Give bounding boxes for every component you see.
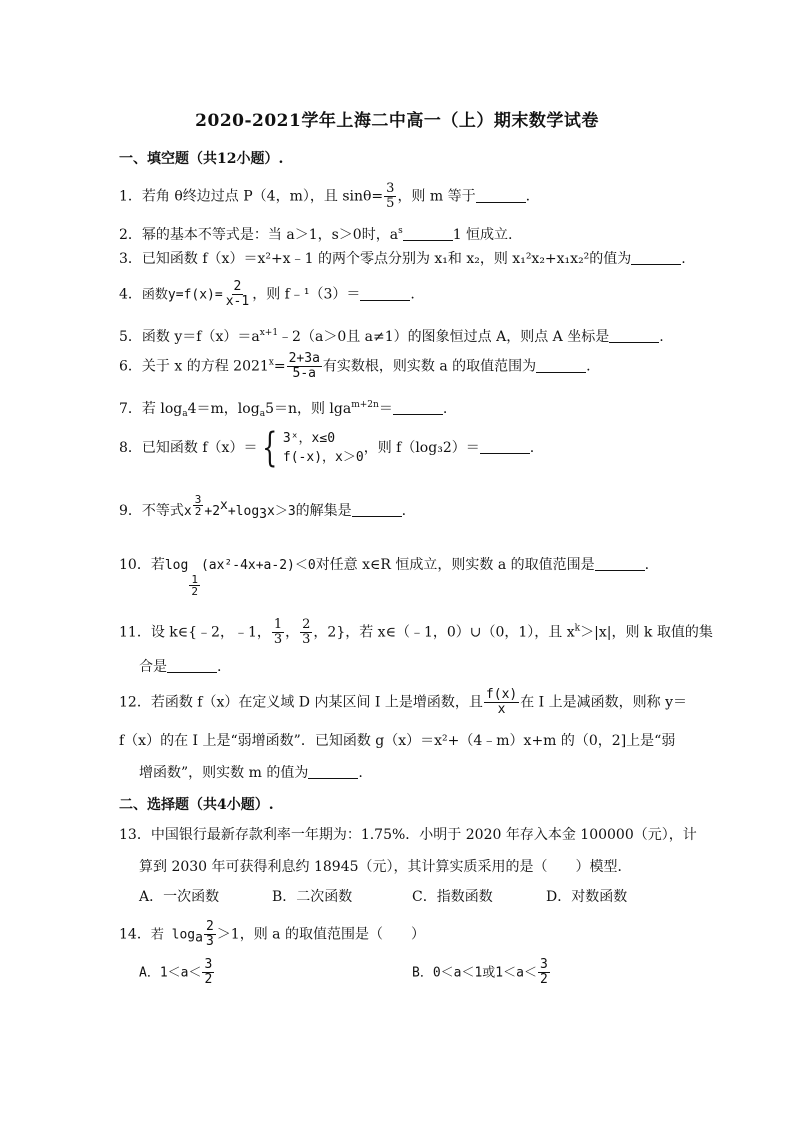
- answer-blank: [476, 188, 526, 203]
- answer-blank: [360, 286, 410, 301]
- question-6: 6．关于 x 的方程 $2021^x=$ $\frac{2+3a}{5-a}$ 有实数根，则实数 a 的取值范围为 .: [119, 351, 591, 381]
- answer-blank: [631, 250, 681, 265]
- question-11-line-2: 合是 .: [139, 659, 222, 675]
- answer-blank: [167, 658, 217, 673]
- option-a: A．1＜a＜ $\frac{3}{2}$: [139, 957, 213, 987]
- option-a: A．一次函数: [139, 889, 220, 905]
- question-3: 3．已知函数 f（x）＝x²+x﹣1 的两个零点分别为 x₁和 x₂，则 x₁²x₂+x₁x₂²的值为 .: [119, 251, 686, 267]
- page-title: 2020-2021学年上海二中高一（上）期末数学试卷: [195, 111, 599, 131]
- answer-blank: [595, 556, 645, 571]
- section-multiple-choice: 二、选择题（共4小题）.: [119, 797, 274, 813]
- answer-blank: [609, 328, 659, 343]
- option-d: D．对数函数: [546, 889, 628, 905]
- question-9: 9．不等式x $\frac{3}{2}$ $+2^x+\log_3x>3$的解集是 .: [119, 493, 407, 522]
- option-b: B．0＜a＜1或1＜a＜ $\frac{3}{2}$: [412, 957, 548, 987]
- section-fill-blank: 一、填空题（共12小题）.: [119, 151, 284, 167]
- question-1: 1．若角 θ终边过点 P（4，m），且 sinθ= $\frac{3}{5}$ ，则 m 等于 .: [119, 181, 531, 211]
- question-12: 12．若函数 f（x）在定义域 D 内某区间 I 上是增函数，且 $\frac{f(x)}{x}$ 在 I 上是减函数，则称 y＝: [119, 687, 688, 717]
- option-c: C．指数函数: [412, 889, 493, 905]
- question-7: 7．若 $\log_a4=m$，$\log_a5=n$，则 lga$^{m+2n}$＝ .: [119, 400, 448, 419]
- question-12-line-3: 增函数”，则实数 m 的值为 .: [139, 765, 363, 781]
- option-b: B．二次函数: [272, 889, 353, 905]
- question-2: 2．幂的基本不等式是：当 a＞1，s＞0时，$a^s$ 1 恒成立.: [119, 226, 513, 243]
- question-5: 5．函数 $y=f(x)=a^{x+1}﹣2(a>0$且 a≠1）的图象恒过点 A，则点 A 坐标是 .: [119, 328, 664, 345]
- question-10: 10．若log $\frac{1}{2}$ (ax²-4x+a-2)＜0对任意 x∈R 恒成立，则实数 a 的取值范围是 .: [119, 557, 650, 598]
- answer-blank: [308, 764, 358, 779]
- question-13: 13．中国银行最新存款利率一年期为：1.75%．小明于 2020 年存入本金 100000（元），计: [119, 827, 697, 843]
- answer-blank: [403, 226, 453, 241]
- question-13-line-2: 算到 2030 年可获得利息约 18945（元），其计算实质采用的是（ ）模型．: [139, 859, 632, 875]
- answer-blank: [536, 358, 586, 373]
- answer-blank: [352, 502, 402, 517]
- question-12-line-2: f（x）的在 I 上是“弱增函数”．已知函数 g（x）＝x²+（4﹣m）x+m 的（0，2]上是“弱: [119, 733, 676, 749]
- question-4: 4．函数y=f(x)= $\frac{2}{x-1}$ ，则 f﹣¹（3）＝ .: [119, 279, 415, 309]
- answer-blank: [393, 400, 443, 415]
- answer-blank: [480, 439, 530, 454]
- question-8: 8．已知函数 f（x）＝ { 3ˣ，x≤0 f(-x)，x＞0 ，则 f（log₃2）＝ .: [119, 425, 535, 471]
- question-11: 11．设 k∈{﹣2，﹣1， $\frac{1}{3}$ ， $\frac{2}{3}$ ，2}，若 x∈（﹣1，0）∪（0，1），且 $x^k>|x|$，则 k 取值的集: [119, 617, 713, 647]
- question-14: 14．若 $\log_a$ $\frac{2}{3}$ ＞1，则 a 的取值范围是（ ）: [119, 919, 425, 949]
